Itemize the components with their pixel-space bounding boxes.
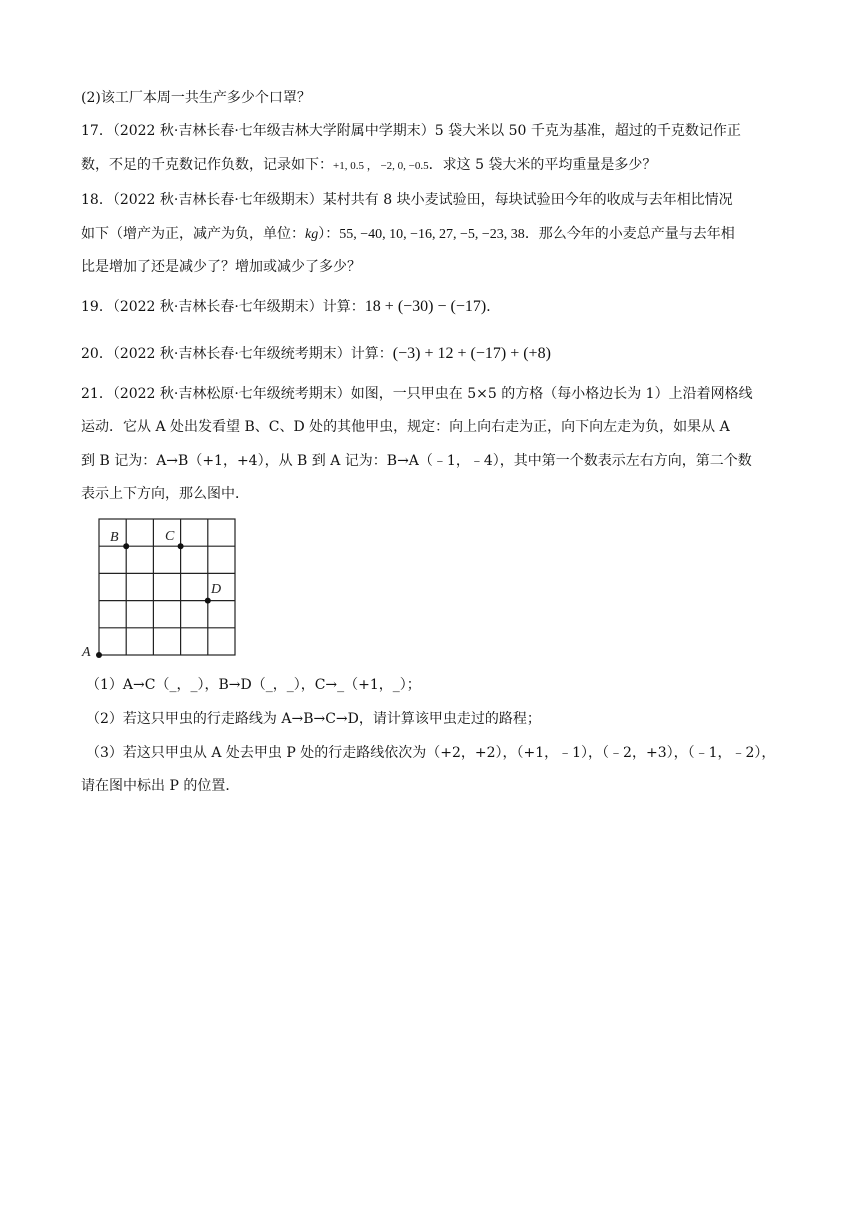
- question-17-line-1: 17．（2022 秋·吉林长春·七年级吉林大学附属中学期末）5 袋大米以 50 千克为基准，超过的千克数记作正: [81, 123, 741, 139]
- question-21-part-3-line-2: 请在图中标出 P 的位置．: [81, 778, 240, 794]
- label-a: A: [82, 645, 91, 660]
- question-19: [81, 297, 500, 317]
- q18-text-pre: 如下（增产为正，减产为负，单位：: [81, 226, 305, 242]
- q19-expression: 18 + (−30) − (−17): [364, 298, 487, 315]
- q20-text-pre: 20．（2022 秋·吉林长春·七年级统考期末）计算：: [81, 346, 393, 362]
- question-17-line-2: [81, 155, 656, 176]
- beetle-grid-figure: [78, 514, 248, 664]
- question-21-line-4: 表示上下方向，那么图中．: [81, 486, 249, 502]
- q18-text-post: ．那么今年的小麦总产量与去年相: [524, 226, 735, 242]
- q18-unit: kg: [305, 227, 319, 242]
- point-d: [205, 598, 211, 604]
- q19-text-pre: 19．（2022 秋·吉林长春·七年级期末）计算：: [81, 299, 365, 315]
- label-b: B: [110, 530, 119, 545]
- point-c: [178, 543, 184, 549]
- q17-text-post: ．求这 5 袋大米的平均重量是多少？: [428, 157, 657, 173]
- question-20: [81, 344, 551, 364]
- question-21-line-1: 21．（2022 秋·吉林松原·七年级统考期末）如图，一只甲虫在 5×5 的方格（每小格边长为 1）上沿着网格线: [81, 386, 753, 402]
- question-21-part-1: （1）A→C（_，_），B→D（_，_），C→_（+1，_）；: [86, 677, 421, 693]
- q17-text-pre: 数，不足的千克数记作负数，记录如下：: [81, 157, 333, 173]
- question-16-part-2: (2)该工厂本周一共生产多少个口罩？: [81, 90, 311, 106]
- grid-svg: [78, 514, 248, 664]
- q19-text-post: ．: [486, 299, 501, 315]
- question-21-part-3-line-1: （3）若这只甲虫从 A 处去甲虫 P 处的行走路线依次为（+2，+2），（+1，﹣1），（﹣2，+3），（﹣1，﹣2），: [86, 745, 776, 761]
- question-18-line-1: 18．（2022 秋·吉林长春·七年级期末）某村共有 8 块小麦试验田，每块试验田今年的收成与去年相比情况: [81, 192, 733, 208]
- q17-data: +1, 0.5 ， −2, 0, −0.5: [333, 160, 429, 172]
- question-18-line-3: 比是增加了还是减少了？增加或减少了多少？: [81, 259, 361, 275]
- point-a: [96, 652, 102, 658]
- question-21-line-3: 到 B 记为：A→B（+1，+4），从 B 到 A 记为：B→A（﹣1，﹣4），其中第一个数表示左右方向，第二个数: [81, 453, 752, 469]
- point-b: [123, 543, 129, 549]
- q20-expression: (−3) + 12 + (−17) + (+8): [392, 345, 551, 362]
- q18-data: ）：55, −40, 10, −16, 27, −5, −23, 38: [318, 227, 525, 242]
- label-c: C: [165, 529, 175, 544]
- label-d: D: [211, 582, 222, 597]
- question-21-line-2: 运动．它从 A 处出发看望 B、C、D 处的其他甲虫，规定：向上向右走为正，向下向左走为负，如果从 A: [81, 419, 730, 435]
- question-21-part-2: （2）若这只甲虫的行走路线为 A→B→C→D，请计算该甲虫走过的路程；: [86, 711, 541, 727]
- question-18-line-2: [81, 224, 735, 245]
